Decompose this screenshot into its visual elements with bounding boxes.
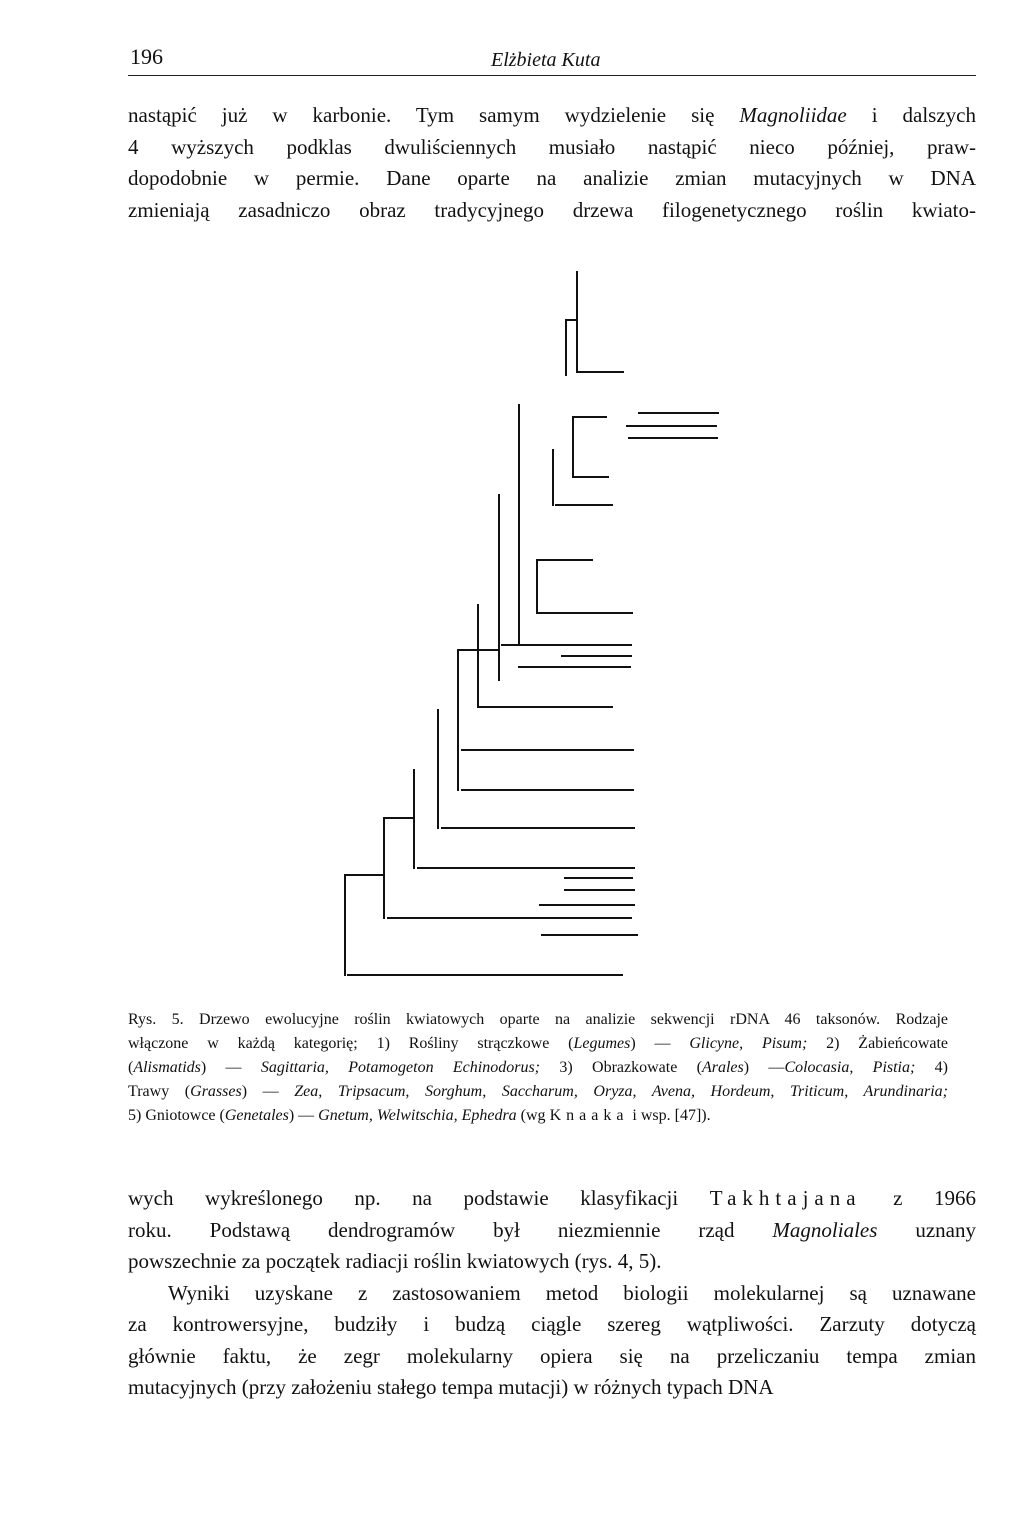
caption-line: (Alismatids) — Sagittaria, Potamogeton Echinodorus; 3) Obrazkowate (Arales) —Colocasia, Pistia; 4) [128, 1059, 949, 1076]
bottom-paragraph [128, 1183, 976, 1404]
caption-line: Trawy (Grasses) — Zea, Tripsacum, Sorghum, Saccharum, Oryza, Avena, Hordeum, Triticum, Arundinaria; [128, 1083, 949, 1100]
figure-caption [128, 1008, 948, 1128]
running-head-author: Elżbieta Kuta [491, 49, 601, 71]
text-line: 4 wyższych podklas dwuliściennych musiało nastąpić nieco później, praw- [128, 134, 976, 159]
text-line: dopodobnie w permie. Dane oparte na analizie zmian mutacyjnych w DNA [128, 166, 976, 190]
text-line: nastąpić już w karbonie. Tym samym wydzielenie się Magnoliidae i dalszych [128, 103, 976, 127]
page-number: 196 [130, 44, 163, 69]
text-line: wych wykreślonego np. na podstawie klasyfikacji Takhtajana z 1966 [128, 1186, 976, 1210]
text-line: mutacyjnych (przy założeniu stałego tempa mutacji) w różnych typach DNA [128, 1375, 774, 1399]
text-line: roku. Podstawą dendrogramów był niezmiennie rząd Magnoliales uznany [128, 1217, 976, 1242]
text-line: powszechnie za początek radiacji roślin kwiatowych (rys. 4, 5). [128, 1249, 662, 1273]
caption-line: 5) Gniotowce (Genetales) — Gnetum, Welwitschia, Ephedra (wg Knaaka i wsp. [47]). [128, 1107, 711, 1124]
text-line: głównie faktu, że zegr molekularny opiera się na przeliczaniu tempa zmian [128, 1343, 976, 1368]
text-line: Wyniki uzyskane z zastosowaniem metod biologii molekularnej są uznawane [168, 1280, 976, 1305]
text-line: za kontrowersyjne, budziły i budzą ciągle szereg wątpliwości. Zarzuty dotyczą [128, 1312, 976, 1336]
caption-line: włączone w każdą kategorię; 1) Rośliny strączkowe (Legumes) — Glicyne, Pisum; 2) Żabieńcowate [128, 1035, 949, 1052]
caption-line: Rys. 5. Drzewo ewolucyjne roślin kwiatowych oparte na analizie sekwencji rDNA 46 taksonów. Rodzaje [128, 1011, 948, 1028]
text-line: zmieniają zasadniczo obraz tradycyjnego drzewa filogenetycznego roślin kwiato- [128, 197, 976, 222]
